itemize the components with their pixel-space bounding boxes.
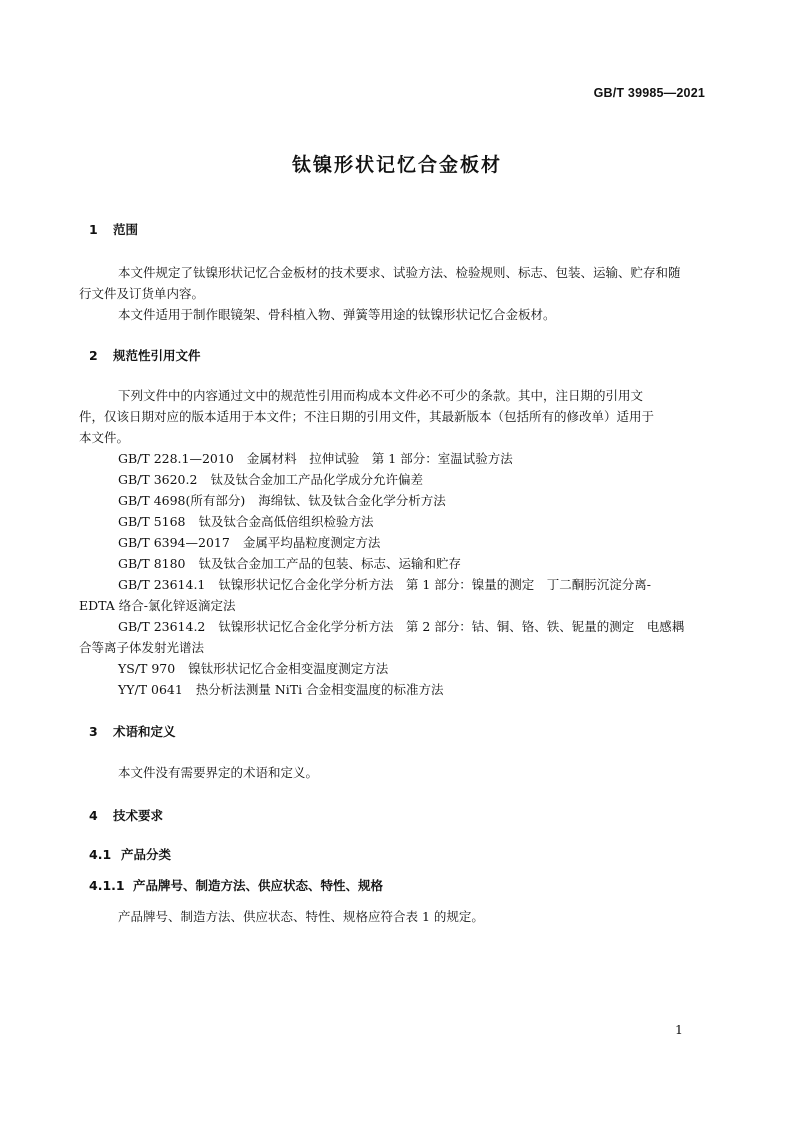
paragraph-line: 本文件。 — [79, 430, 130, 445]
reference-code: GB/T 23614.1 — [118, 577, 206, 592]
reference-title: 钛镍形状记忆合金化学分析方法 第 1 部分：镍量的测定 丁二酮肟沉淀分离- — [218, 577, 652, 592]
section-title: 术语和定义 — [113, 724, 176, 739]
section-1-heading — [89, 220, 138, 238]
section-number: 4 — [89, 808, 98, 823]
reference-item — [79, 574, 708, 616]
reference-code: GB/T 5168 — [118, 514, 186, 529]
reference-title: 海绵钛、钛及钛合金化学分析方法 — [258, 493, 446, 508]
reference-code: YY/T 0641 — [118, 682, 183, 697]
reference-title: 钛及钛合金高低倍组织检验方法 — [198, 514, 374, 529]
reference-title: 镍钛形状记忆合金相变温度测定方法 — [188, 661, 389, 676]
subsection-number: 4.1.1 — [89, 878, 125, 893]
page-number: 1 — [675, 1022, 683, 1037]
section-4-heading — [89, 806, 163, 824]
section-2-heading — [89, 346, 201, 364]
scope-paragraph-2: 本文件适用于制作眼镜架、骨科植入物、弹簧等用途的钛镍形状记忆合金板材。 — [118, 307, 556, 322]
reference-item — [118, 448, 708, 469]
reference-code: YS/T 970 — [118, 661, 176, 676]
terms-paragraph: 本文件没有需要界定的术语和定义。 — [118, 765, 319, 780]
section-number: 1 — [89, 222, 98, 237]
reference-code: GB/T 228.1—2010 — [118, 451, 234, 466]
paragraph-line: 下列文件中的内容通过文中的规范性引用而构成本文件必不可少的条款。其中，注日期的引用文 — [118, 388, 644, 403]
paragraph-line: 行文件及订货单内容。 — [79, 286, 205, 301]
scope-paragraph-1 — [79, 262, 705, 304]
reference-code: GB/T 4698(所有部分) — [118, 493, 246, 508]
document-title: 钛镍形状记忆合金板材 — [291, 154, 502, 176]
reference-item — [118, 469, 708, 490]
reference-code: GB/T 3620.2 — [118, 472, 198, 487]
section-title: 技术要求 — [113, 808, 164, 823]
reference-title: 钛镍形状记忆合金化学分析方法 第 2 部分：钴、铜、铬、铁、铌量的测定 电感耦 — [218, 619, 685, 634]
reference-item — [118, 679, 708, 700]
reference-title: 热分析法测量 NiTi 合金相变温度的标准方法 — [195, 682, 444, 697]
subsection-title: 产品牌号、制造方法、供应状态、特性、规格 — [133, 878, 384, 893]
reference-line — [79, 616, 708, 637]
reference-line: EDTA 络合-氯化锌返滴定法 — [79, 598, 236, 613]
reference-code: GB/T 23614.2 — [118, 619, 206, 634]
subsection-title: 产品分类 — [121, 847, 172, 862]
section-3-heading — [89, 722, 176, 740]
reference-item — [118, 511, 708, 532]
reference-code: GB/T 8180 — [118, 556, 186, 571]
subsection-4-1-1-heading — [89, 876, 383, 894]
paragraph-line: 本文件规定了钛镍形状记忆合金板材的技术要求、试验方法、检验规则、标志、包装、运输、贮存和随 — [118, 265, 681, 280]
subsection-number: 4.1 — [89, 847, 112, 862]
classification-paragraph: 产品牌号、制造方法、供应状态、特性、规格应符合表 1 的规定。 — [118, 909, 484, 924]
section-number: 2 — [89, 348, 98, 363]
reference-item — [79, 616, 708, 658]
reference-title: 钛及钛合金加工产品的包装、标志、运输和贮存 — [198, 556, 462, 571]
reference-line: 合等离子体发射光谱法 — [79, 640, 205, 655]
reference-item — [118, 553, 708, 574]
standard-code: GB/T 39985—2021 — [593, 86, 705, 100]
references-intro — [79, 385, 705, 448]
reference-item — [118, 532, 708, 553]
subsection-4-1-heading — [89, 845, 171, 863]
reference-title: 金属材料 拉伸试验 第 1 部分：室温试验方法 — [246, 451, 513, 466]
reference-line — [79, 574, 708, 595]
reference-item — [118, 490, 708, 511]
section-title: 规范性引用文件 — [113, 348, 201, 363]
reference-title: 钛及钛合金加工产品化学成分允许偏差 — [210, 472, 423, 487]
section-number: 3 — [89, 724, 98, 739]
paragraph-line: 件，仅该日期对应的版本适用于本文件；不注日期的引用文件，其最新版本（包括所有的修改单）适用于 — [79, 409, 655, 424]
section-title: 范围 — [113, 222, 139, 237]
reference-title: 金属平均晶粒度测定方法 — [242, 535, 381, 550]
reference-code: GB/T 6394—2017 — [118, 535, 230, 550]
reference-item — [118, 658, 708, 679]
